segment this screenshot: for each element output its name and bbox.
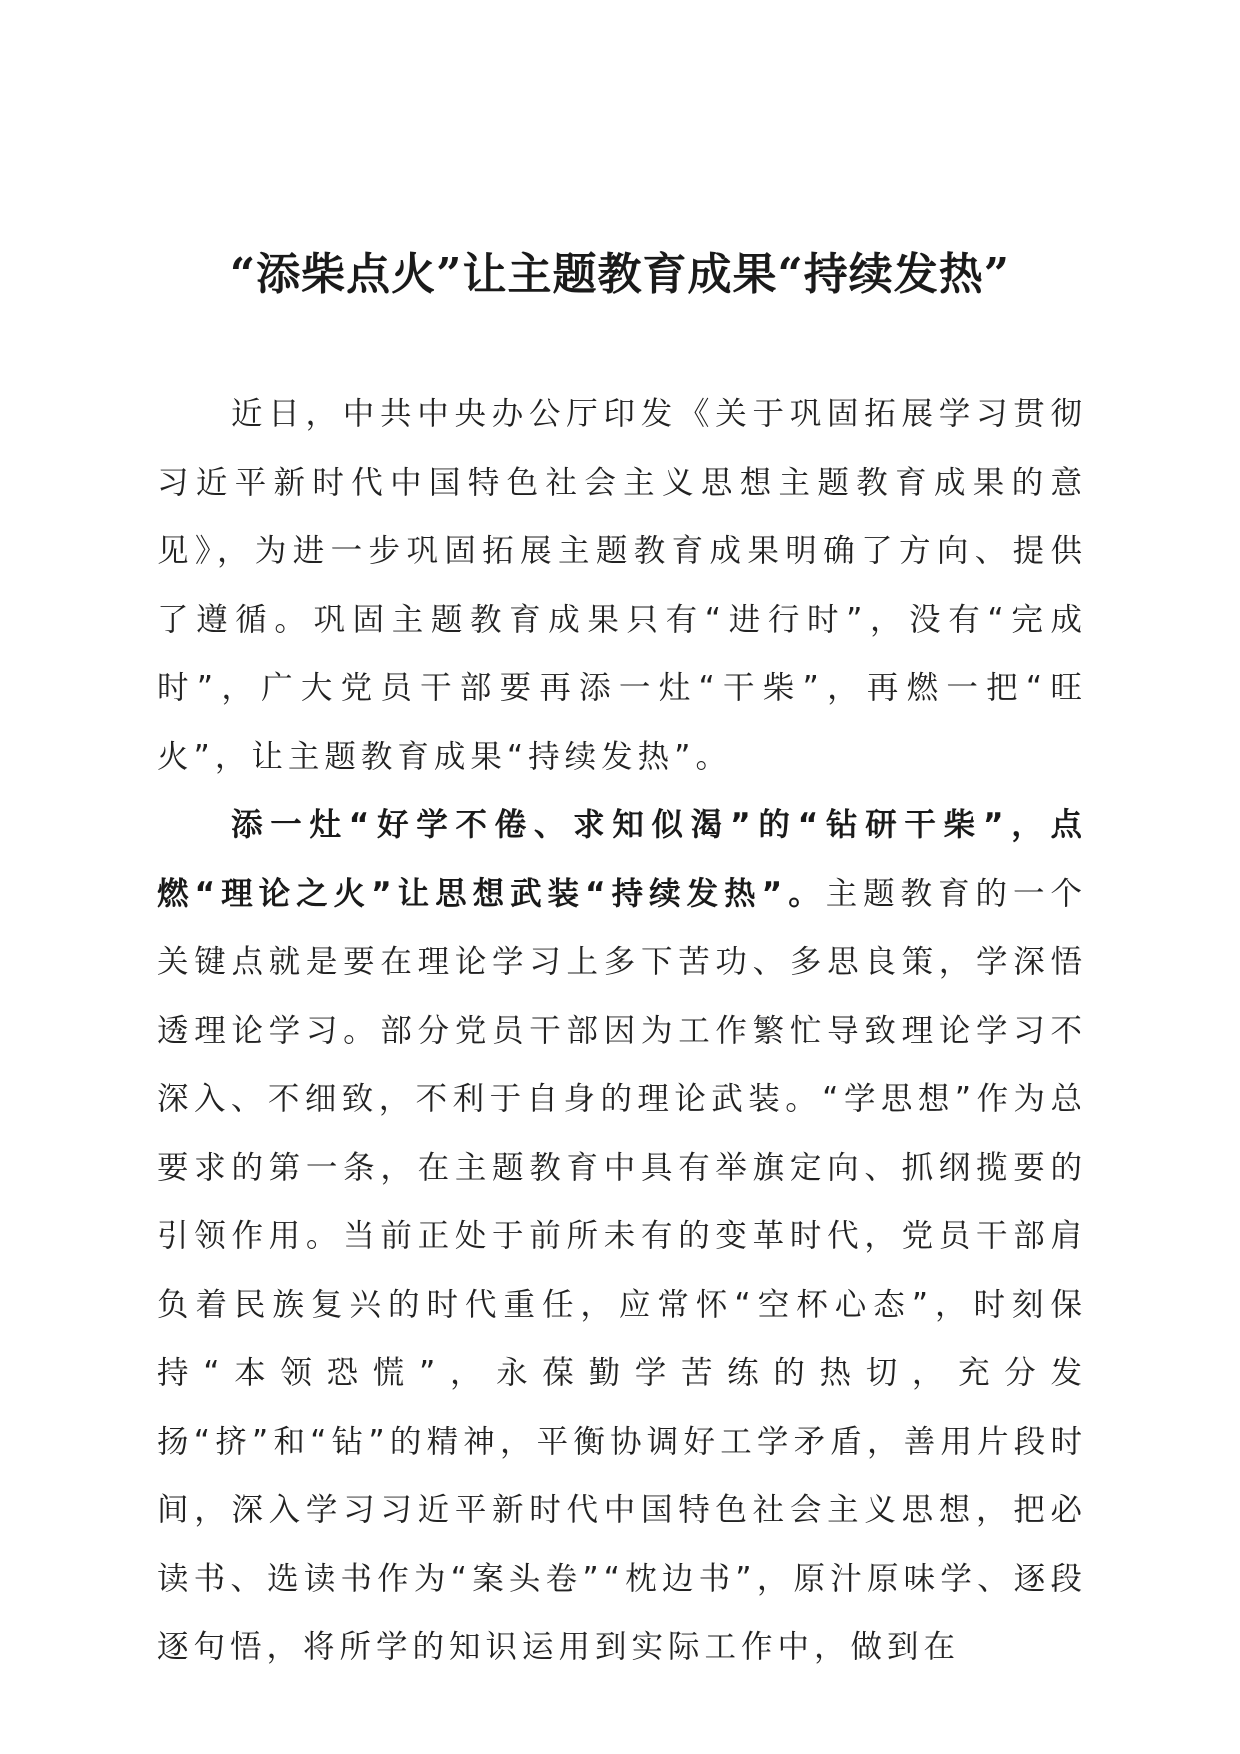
paragraph-intro <box>157 380 1087 791</box>
document-body <box>157 380 1087 1682</box>
document-title: “添柴点火”让主题教育成果“持续发热” <box>229 249 1011 300</box>
section-1-text: 主题教育的一个关键点就是要在理论学习上多下苦功、多思良策，学深悟透理论学习。部分党员干部因为工作繁忙导致理论学习不深入、不细致，不利于自身的理论武装。“学思想”作为总要求的第一条，在主题教育中具有举旗定向、抓纲揽要的引领作用。当前正处于前所未有的变革时代，党员干部肩负着民族复兴的时代重任，应常怀“空杯心态”，时刻保持“本领恐慌”，永葆勤学苦练的热切，充分发扬“挤”和“钻”的精神，平衡协调好工学矛盾，善用片段时间，深入学习习近平新时代中国特色社会主义思想，把必读书、选读书作为“案头卷”“枕边书”，原汁原味学、逐段逐句悟，将所学的知识运用到实际工作中，做到在 <box>157 875 1087 1665</box>
paragraph-section-1 <box>157 791 1087 1682</box>
paragraph-intro-text: 近日，中共中央办公厅印发《关于巩固拓展学习贯彻习近平新时代中国特色社会主义思想主题教育成果的意见》，为进一步巩固拓展主题教育成果明确了方向、提供了遵循。巩固主题教育成果只有“进行时”，没有“完成时”，广大党员干部要再添一灶“干柴”，再燃一把“旺火”，让主题教育成果“持续发热”。 <box>157 396 1087 775</box>
section-1-heading: 添一灶“好学不倦、求知似渴”的“钻研干柴”，点燃“理论之火”让思想武装“持续发热”。 <box>157 807 1087 912</box>
